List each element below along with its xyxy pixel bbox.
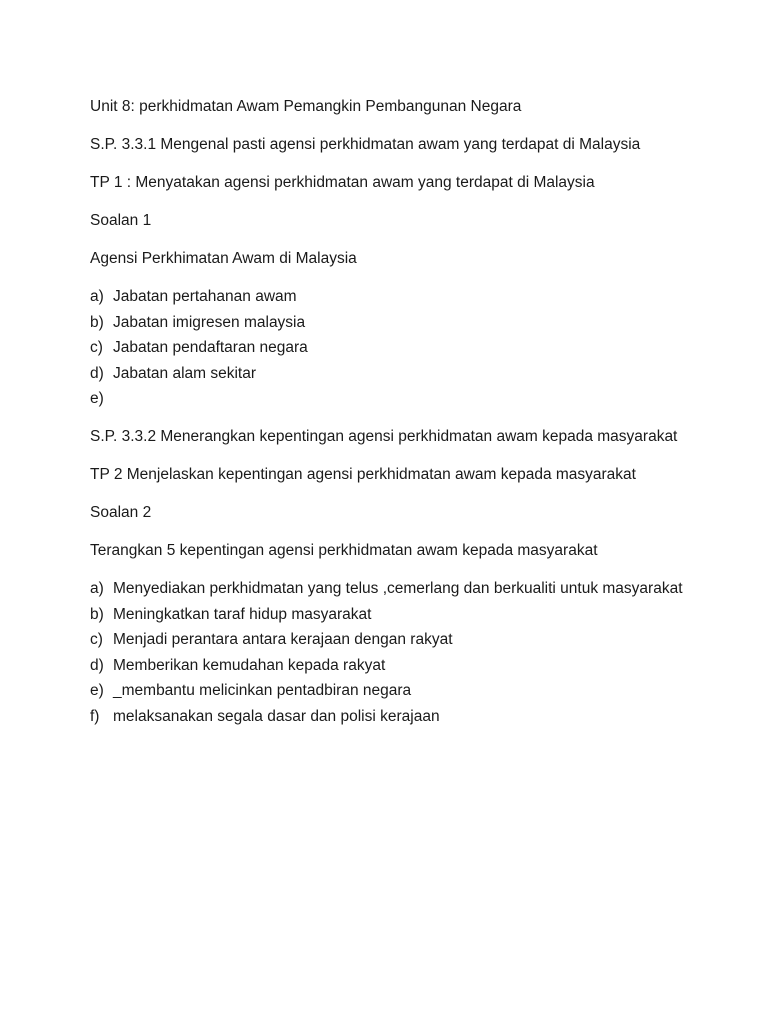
list-item-text: Jabatan pertahanan awam [113,288,297,305]
question-2-heading: Soalan 2 [90,504,152,521]
list-item-text: Jabatan imigresen malaysia [113,313,306,331]
list-item [90,361,690,387]
list-item-text: _membantu melicinkan pentadbiran negara [113,682,412,699]
list-item [90,284,690,310]
list-item-text: Memberikan kemudahan kepada rakyat [113,656,386,674]
list-item [90,653,690,679]
list-item [90,386,690,412]
list-marker: b) [90,313,104,331]
list-marker: a) [90,580,104,597]
list-item-text: Menyediakan perkhidmatan yang telus ,cemerlang dan berkualiti untuk masyarakat [113,580,683,597]
list-marker: f) [90,707,100,725]
list-item-text: Meningkatkan taraf hidup masyarakat [113,605,372,623]
question-2-prompt: Terangkan 5 kepentingan agensi perkhidmatan awam kepada masyarakat [90,542,598,559]
list-marker: c) [90,631,103,648]
question-2-answer-list [90,576,690,729]
list-marker: d) [90,656,104,674]
list-item [90,310,690,336]
unit-title: Unit 8: perkhidmatan Awam Pemangkin Pembangunan Negara [90,98,522,115]
list-item [90,627,690,653]
question-1-answer-list [90,284,690,412]
tahap-penguasaan-2: TP 2 Menjelaskan kepentingan agensi perkhidmatan awam kepada masyarakat [90,466,636,483]
document-body [90,94,690,742]
list-marker: e) [90,390,104,407]
list-item-text: Jabatan pendaftaran negara [113,339,308,356]
standard-pembelajaran-331: S.P. 3.3.1 Mengenal pasti agensi perkhidmatan awam yang terdapat di Malaysia [90,136,641,153]
list-item-text: melaksanakan segala dasar dan polisi kerajaan [113,707,440,725]
list-item-text: Jabatan alam sekitar [113,364,257,382]
list-item [90,335,690,361]
standard-pembelajaran-332: S.P. 3.3.2 Menerangkan kepentingan agensi perkhidmatan awam kepada masyarakat [90,428,678,445]
tahap-penguasaan-1: TP 1 : Menyatakan agensi perkhidmatan awam yang terdapat di Malaysia [90,174,595,191]
list-item [90,678,690,704]
question-1-prompt: Agensi Perkhimatan Awam di Malaysia [90,250,357,267]
list-item-text: Menjadi perantara antara kerajaan dengan rakyat [113,631,453,648]
question-1-heading: Soalan 1 [90,212,152,229]
list-marker: d) [90,364,104,382]
list-item [90,576,690,602]
list-marker: e) [90,682,104,699]
list-marker: a) [90,288,104,305]
list-marker: c) [90,339,103,356]
list-marker: b) [90,605,104,623]
list-item [90,602,690,628]
list-item [90,704,690,730]
